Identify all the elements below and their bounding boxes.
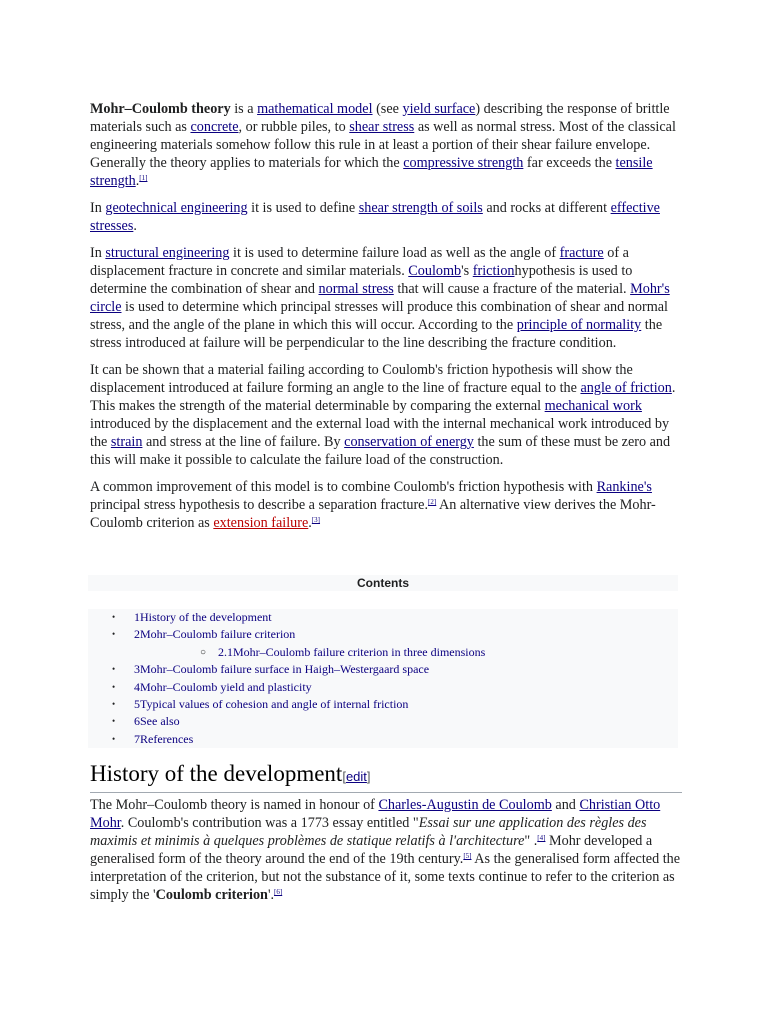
table-of-contents xyxy=(88,575,678,746)
link-angle-of-friction[interactable]: angle of friction xyxy=(580,380,672,396)
link-extension-failure[interactable]: extension failure xyxy=(213,515,309,531)
toc-list xyxy=(88,609,678,748)
link-rankines[interactable]: Rankine's xyxy=(596,479,652,495)
toc-item[interactable]: • 1History of the development xyxy=(88,609,678,626)
toc-title: Contents xyxy=(88,575,678,591)
history-section xyxy=(90,796,682,913)
essay-title: Essai sur une application des règles des maximis et minimis à quelques problèmes de statique relatifs à l'architecture xyxy=(90,815,647,849)
intro-paragraph-2: In geotechnical engineering it is used to define shear strength of soils and rocks at different effective stresses. xyxy=(90,200,660,234)
link-geotechnical-engineering[interactable]: geotechnical engineering xyxy=(105,200,248,216)
link-fracture[interactable]: fracture xyxy=(559,245,604,261)
citation-ref[interactable]: [4] xyxy=(537,834,546,842)
link-structural-engineering[interactable]: structural engineering xyxy=(105,245,230,261)
link-normal-stress[interactable]: normal stress xyxy=(318,281,394,297)
bullet-icon: • xyxy=(112,698,116,709)
toc-item[interactable]: • 6See also xyxy=(88,713,678,730)
link-mohrs-circle[interactable]: Mohr's circle xyxy=(90,281,670,315)
link-coulomb[interactable]: Coulomb xyxy=(408,263,462,279)
bullet-icon: • xyxy=(112,664,116,675)
article-term: Mohr–Coulomb theory xyxy=(90,101,231,117)
link-christian-otto-mohr[interactable]: Christian Otto Mohr xyxy=(90,797,661,831)
link-mathematical-model[interactable]: mathematical model xyxy=(257,101,373,117)
citation-ref[interactable]: [1] xyxy=(139,174,148,182)
article xyxy=(90,0,682,903)
section-heading-history: History of the development[edit] xyxy=(90,760,682,793)
link-compressive-strength[interactable]: compressive strength xyxy=(403,155,524,171)
edit-section: [edit] xyxy=(342,769,371,784)
link-shear-strength-of-soils[interactable]: shear strength of soils xyxy=(358,200,483,216)
bullet-icon: • xyxy=(112,629,116,640)
history-paragraph-1: The Mohr–Coulomb theory is named in honour of Charles-Augustin de Coulomb and Christian Otto Mohr. Coulomb's contribution was a 1773 essay entitled "Essai sur une application des règles des maximis et minimis à quelques problèmes de statique relatifs à l'architecture" .[4] Mohr developed a generalised form of the theory around the end of the 19th century.[5] As the generalised form affected the interpretation of the criterion, but not the substance of it, some texts continue to refer to the criterion as simply the 'Coulomb criterion'.[6] xyxy=(90,797,681,903)
toc-item[interactable]: • 2Mohr–Coulomb failure criterion xyxy=(88,626,678,643)
link-tensile-strength[interactable]: tensile strength xyxy=(90,155,653,189)
intro-paragraph-4: It can be shown that a material failing according to Coulomb's friction hypothesis will show the displacement introduced at failure forming an angle to the line of fracture equal to the angle of friction. This makes the strength of the material determinable by comparing the external mechanical work introduced by the displacement and the external load with the internal mechanical work introduced by the strain and stress at the line of failure. By conservation of energy the sum of these must be zero and this will make it possible to calculate the failure load of the construction. xyxy=(90,362,676,468)
link-strain[interactable]: strain xyxy=(110,434,143,450)
citation-ref[interactable]: [6] xyxy=(274,888,283,896)
link-conservation-of-energy[interactable]: conservation of energy xyxy=(344,434,474,450)
link-effective-stresses[interactable]: effective stresses xyxy=(90,200,660,234)
circle-bullet-icon: ○ xyxy=(200,646,207,658)
link-charles-augustin-de-coulomb[interactable]: Charles-Augustin de Coulomb xyxy=(378,797,552,813)
intro-paragraph-5: A common improvement of this model is to combine Coulomb's friction hypothesis with Rankine's principal stress hypothesis to describe a separation fracture.[2] An alternative view derives the Mohr-Coulomb criterion as extension failure.[3] xyxy=(90,479,656,531)
citation-ref[interactable]: [3] xyxy=(311,516,321,524)
toc-item[interactable]: • 7References xyxy=(88,731,678,748)
coulomb-criterion-term: Coulomb criterion xyxy=(155,887,268,903)
link-yield-surface[interactable]: yield surface xyxy=(402,101,476,117)
toc-item[interactable]: • 5Typical values of cohesion and angle of internal friction xyxy=(88,696,678,713)
link-shear-stress[interactable]: shear stress xyxy=(349,119,415,135)
intro-paragraph-1: Mohr–Coulomb theory is a mathematical model (see yield surface) describing the response of brittle materials such as concrete, or rubble piles, to shear stress as well as normal stress. Most of the classical engineering materials somehow follow this rule in at least a portion of their shear failure envelope. Generally the theory applies to materials for which the compressive strength far exceeds the tensile strength.[1] xyxy=(90,101,676,189)
edit-link[interactable]: edit xyxy=(345,769,367,784)
toc-item[interactable]: • 3Mohr–Coulomb failure surface in Haigh–Westergaard space xyxy=(88,661,678,678)
intro-paragraph-3: In structural engineering it is used to determine failure load as well as the angle of fracture of a displacement fracture in concrete and similar materials. Coulomb's frictionhypothesis is used to determine the combination of shear and normal stress that will cause a fracture of the material. Mohr's circle is used to determine which principal stresses will produce this combination of shear and normal stress, and the angle of the plane in which this will occur. According to the principle of normality the stress introduced at failure will be perpendicular to the line describing the fracture condition. xyxy=(90,245,670,351)
bullet-icon: • xyxy=(112,716,116,727)
bullet-icon: • xyxy=(112,612,116,622)
toc-item[interactable]: • 4Mohr–Coulomb yield and plasticity xyxy=(88,679,678,696)
bullet-icon: • xyxy=(112,681,116,692)
citation-ref[interactable]: [2] xyxy=(428,498,437,506)
link-principle-of-normality[interactable]: principle of normality xyxy=(516,317,642,333)
link-concrete[interactable]: concrete xyxy=(190,119,239,135)
toc-subitem[interactable]: ○ 2.1Mohr–Coulomb failure criterion in three dimensions xyxy=(88,644,678,661)
citation-ref[interactable]: [5] xyxy=(463,852,472,860)
bullet-icon: • xyxy=(112,733,116,744)
link-mechanical-work[interactable]: mechanical work xyxy=(544,398,642,414)
link-friction[interactable]: friction xyxy=(472,263,515,279)
